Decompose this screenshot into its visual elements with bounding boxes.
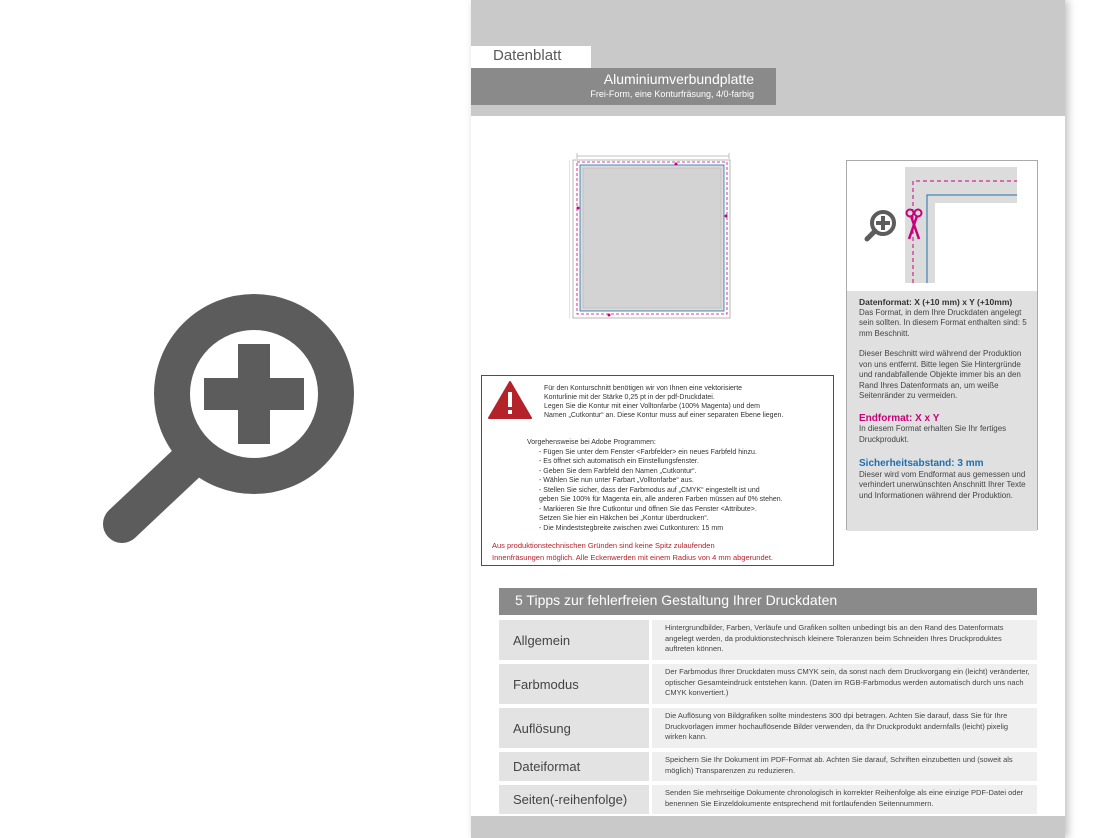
datasheet-tab: Datenblatt <box>471 46 591 68</box>
tip-row <box>499 752 1037 781</box>
list-item: - Wählen Sie nun unter Farbart „Volltonfarbe“ aus. <box>539 477 694 484</box>
zoom-in-icon <box>867 212 894 239</box>
page-footer-band <box>471 816 1065 838</box>
tip-name: Auflösung <box>499 708 649 748</box>
list-item: - Es öffnet sich automatisch ein Einstellungsfenster. <box>539 458 699 465</box>
product-title: Aluminiumverbundplatte <box>603 71 754 87</box>
product-title-box <box>471 68 776 105</box>
tip-row <box>499 664 1037 704</box>
warning-steps <box>527 438 827 533</box>
cut-corner-detail <box>847 161 1037 283</box>
tip-row <box>499 785 1037 814</box>
list-item: - Stellen Sie sicher, dass der Farbmodus auf „CMYK“ eingestellt ist und <box>539 486 760 494</box>
tip-name: Seiten(-reihenfolge) <box>499 785 649 814</box>
tips-list <box>499 620 1037 818</box>
zoom-in-icon[interactable] <box>100 288 360 548</box>
steps-title: Vorgehensweise bei Adobe Programmen: <box>527 439 656 446</box>
tip-text: Senden Sie mehrseitige Dokumente chronologisch in korrekter Reihenfolge als eine einzige PDF-Datei oder benennen Sie Einzeldokumente entsprechend mit fortlaufenden Seitennummern. <box>652 785 1037 814</box>
list-item: - Geben Sie dem Farbfeld den Namen „Cutkontur“. <box>539 467 697 475</box>
list-item: Setzen Sie hier ein Häkchen bei „Kontur überdrucken“. <box>539 515 709 522</box>
warning-intro: Für den Konturschnitt benötigen wir von Ihnen eine vektorisierte Konturlinie mit der Stärke 0,25 pt in der pdf-Druckdatei. Legen Sie die Kontur mit einer Volltonfarbe (100% Magenta) und dem Namen „Cutkontur“ an. Diese Kontur muss auf einer separaten Ebene liegen. <box>544 385 784 419</box>
endformat-text: In diesem Format erhalten Sie Ihr fertiges Druckprodukt. <box>859 424 1007 444</box>
tip-text: Speichern Sie Ihr Dokument im PDF-Format ab. Achten Sie darauf, Schriften einzubetten und (soweit als möglich) Transparenzen zu reduzieren. <box>652 752 1037 781</box>
list-item: geben Sie 100% für Magenta ein, alle anderen Farben müssen auf 0% stehen. <box>539 496 783 503</box>
tip-text: Hintergrundbilder, Farben, Verläufe und Grafiken sollten unbedingt bis an den Rand des Datenformats angelegt werden, da produktionstechnisch kleinere Toleranzen beim Schneiden Ihres Druckproduktes auftreten können. <box>652 620 1037 660</box>
datenformat-title: Datenformat: X (+10 mm) x Y (+10mm) <box>859 297 1013 307</box>
tip-text: Die Auflösung von Bildgrafiken sollte mindestens 300 dpi betragen. Achten Sie darauf, dass Sie für Ihre Druckvorlagen immer hochauflösende Bilder verwenden, da Ihr Druckprodukt andernfalls (leicht) pixelig wirken kann. <box>652 708 1037 748</box>
tip-row <box>499 620 1037 660</box>
warning-icon <box>488 380 532 420</box>
warning-note: Aus produktionstechnischen Gründen sind keine Spitz zulaufenden Innenfräsungen möglich. Alle Eckenwerden mit einem Radius von 4 mm abgerundet. <box>492 541 773 562</box>
sicherheit-text: Dieser wird vom Endformat aus gemessen und verhindert unerwünschten Anschnitt Ihrer Texte und Informationen während der Produktion. <box>859 469 1026 500</box>
datasheet-page <box>471 0 1065 838</box>
endformat-title: Endformat: X x Y <box>859 412 940 424</box>
tips-heading: 5 Tipps zur fehlerfreien Gestaltung Ihrer Druckdaten <box>499 588 1037 615</box>
product-subtitle: Frei-Form, eine Konturfräsung, 4/0-farbig <box>590 89 754 99</box>
beschnitt-text: Dieser Beschnitt wird während der Produktion von uns entfernt. Bitte legen Sie Hintergründe und randabfallende Objekte immer bis an den Rand Ihres Datenformats an, um weiße Seitenränder zu vermeiden. <box>859 349 1022 400</box>
sicherheit-title: Sicherheitsabstand: 3 mm <box>859 458 984 469</box>
datenformat-text: Das Format, in dem Ihre Druckdaten angelegt sein sollten. In diesem Format enthalten sind: 5 mm Beschnitt. <box>859 307 1027 338</box>
cut-contour-warning <box>481 375 834 566</box>
list-item: - Markieren Sie Ihre Cutkontur und öffnen Sie das Fenster <Attribute>. <box>539 505 757 513</box>
format-diagram <box>569 150 744 325</box>
list-item: - Fügen Sie unter dem Fenster <Farbfelder> ein neues Farbfeld hinzu. <box>539 448 757 456</box>
tip-name: Dateiformat <box>499 752 649 781</box>
tip-text: Der Farbmodus Ihrer Druckdaten muss CMYK sein, da sonst nach dem Druckvorgang ein (leicht) veränderter, optischer Gesamteindruck entstehen kann. (Daten im RGB-Farbmodus werden automatisch durch uns nach CMYK konvertiert.) <box>652 664 1037 704</box>
format-info-panel <box>846 160 1038 530</box>
tip-name: Allgemein <box>499 620 649 660</box>
list-item: - Die Mindeststegbreite zwischen zwei Cutkonturen: 15 mm <box>539 524 724 532</box>
tip-name: Farbmodus <box>499 664 649 704</box>
tip-row <box>499 708 1037 748</box>
format-info-text <box>847 291 1037 531</box>
